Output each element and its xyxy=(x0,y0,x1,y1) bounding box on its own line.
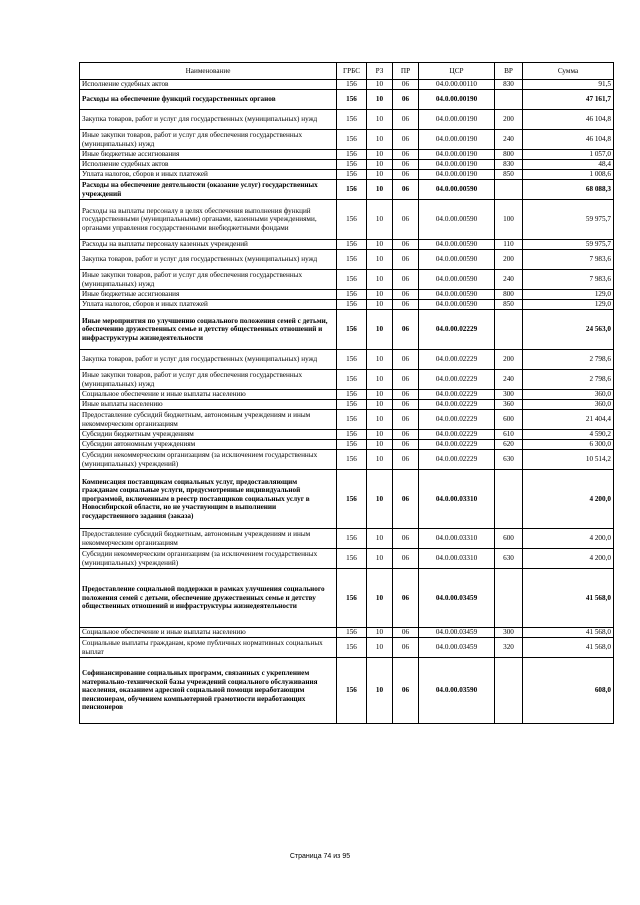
cell-pr: 06 xyxy=(393,200,419,240)
cell-rz: 10 xyxy=(367,440,393,450)
table-row xyxy=(80,390,614,400)
cell-name: Расходы на обеспечение деятельности (оказание услуг) государственных учреждений xyxy=(80,180,337,200)
cell-pr: 06 xyxy=(393,450,419,470)
cell-vr: 800 xyxy=(495,290,523,300)
cell-csr: 04.0.00.00110 xyxy=(419,80,495,90)
cell-grbs: 156 xyxy=(337,400,367,410)
cell-rz: 10 xyxy=(367,410,393,430)
cell-pr: 06 xyxy=(393,658,419,724)
cell-name: Софинансирование социальных программ, связанных с укреплением материально-технической базы учреждений социального обслуживания населения, оказанием адресной социальной помощи неработающим пенсионерам, обучением компьютерной грамотности неработающих пенсионеров xyxy=(80,658,337,724)
cell-name: Иные закупки товаров, работ и услуг для обеспечения государственных (муниципальных) нужд xyxy=(80,130,337,150)
cell-csr: 04.0.00.00590 xyxy=(419,300,495,310)
cell-pr: 06 xyxy=(393,130,419,150)
cell-csr: 04.0.00.02229 xyxy=(419,430,495,440)
table-body xyxy=(80,80,614,724)
table-row xyxy=(80,350,614,370)
cell-grbs: 156 xyxy=(337,529,367,549)
header-vr: ВР xyxy=(495,63,523,80)
cell-sum: 7 983,6 xyxy=(523,270,614,290)
table-row xyxy=(80,430,614,440)
header-row xyxy=(80,63,614,80)
cell-grbs: 156 xyxy=(337,410,367,430)
cell-grbs: 156 xyxy=(337,290,367,300)
cell-csr: 04.0.00.02229 xyxy=(419,450,495,470)
cell-grbs: 156 xyxy=(337,450,367,470)
cell-vr: 830 xyxy=(495,80,523,90)
cell-name: Субсидии некоммерческим организациям (за исключением государственных (муниципальных) учреждений) xyxy=(80,450,337,470)
cell-vr xyxy=(495,310,523,350)
cell-name: Иные бюджетные ассигнования xyxy=(80,150,337,160)
table-row xyxy=(80,160,614,170)
cell-sum: 4 200,0 xyxy=(523,549,614,569)
cell-grbs: 156 xyxy=(337,90,367,110)
table-row xyxy=(80,470,614,529)
table-row xyxy=(80,638,614,658)
cell-grbs: 156 xyxy=(337,300,367,310)
table-row xyxy=(80,180,614,200)
cell-sum: 1 008,6 xyxy=(523,170,614,180)
cell-vr: 600 xyxy=(495,529,523,549)
cell-grbs: 156 xyxy=(337,180,367,200)
cell-pr: 06 xyxy=(393,180,419,200)
cell-sum: 48,4 xyxy=(523,160,614,170)
cell-rz: 10 xyxy=(367,569,393,628)
table-row xyxy=(80,310,614,350)
cell-rz: 10 xyxy=(367,130,393,150)
cell-sum: 41 568,0 xyxy=(523,628,614,638)
cell-csr: 04.0.00.00190 xyxy=(419,130,495,150)
header-pr: ПР xyxy=(393,63,419,80)
cell-csr: 04.0.00.02229 xyxy=(419,310,495,350)
cell-vr: 630 xyxy=(495,450,523,470)
header-name: Наименование xyxy=(80,63,337,80)
cell-rz: 10 xyxy=(367,150,393,160)
cell-vr xyxy=(495,658,523,724)
cell-vr xyxy=(495,90,523,110)
cell-csr: 04.0.00.00590 xyxy=(419,200,495,240)
cell-name: Предоставление социальной поддержки в рамках улучшения социального положения семей с детьми, обеспечение дружественных семье и детству общественных отношений и инфраструктуры жизнедеятельности xyxy=(80,569,337,628)
cell-csr: 04.0.00.03459 xyxy=(419,569,495,628)
cell-rz: 10 xyxy=(367,300,393,310)
cell-name: Социальное обеспечение и иные выплаты населению xyxy=(80,628,337,638)
table-row xyxy=(80,300,614,310)
cell-csr: 04.0.00.00190 xyxy=(419,110,495,130)
cell-rz: 10 xyxy=(367,90,393,110)
cell-sum: 41 568,0 xyxy=(523,638,614,658)
cell-sum: 46 104,8 xyxy=(523,110,614,130)
cell-csr: 04.0.00.03310 xyxy=(419,470,495,529)
cell-pr: 06 xyxy=(393,628,419,638)
table-row xyxy=(80,200,614,240)
cell-rz: 10 xyxy=(367,200,393,240)
cell-csr: 04.0.00.00190 xyxy=(419,150,495,160)
table-row xyxy=(80,250,614,270)
cell-vr: 800 xyxy=(495,150,523,160)
cell-name: Расходы на выплаты персоналу казенных учреждений xyxy=(80,240,337,250)
cell-csr: 04.0.00.02229 xyxy=(419,350,495,370)
cell-pr: 06 xyxy=(393,80,419,90)
cell-sum: 4 590,2 xyxy=(523,430,614,440)
cell-pr: 06 xyxy=(393,170,419,180)
cell-csr: 04.0.00.03310 xyxy=(419,549,495,569)
cell-pr: 06 xyxy=(393,549,419,569)
table-row xyxy=(80,370,614,390)
cell-pr: 06 xyxy=(393,160,419,170)
cell-grbs: 156 xyxy=(337,110,367,130)
cell-sum: 47 161,7 xyxy=(523,90,614,110)
cell-grbs: 156 xyxy=(337,270,367,290)
cell-vr xyxy=(495,569,523,628)
cell-rz: 10 xyxy=(367,270,393,290)
cell-name: Предоставление субсидий бюджетным, автономным учреждениям и иным некоммерческим организациям xyxy=(80,410,337,430)
cell-pr: 06 xyxy=(393,250,419,270)
table-row xyxy=(80,400,614,410)
cell-grbs: 156 xyxy=(337,628,367,638)
cell-grbs: 156 xyxy=(337,350,367,370)
cell-csr: 04.0.00.02229 xyxy=(419,390,495,400)
cell-name: Социальные выплаты гражданам, кроме публичных нормативных социальных выплат xyxy=(80,638,337,658)
cell-csr: 04.0.00.00590 xyxy=(419,180,495,200)
cell-vr: 200 xyxy=(495,110,523,130)
cell-rz: 10 xyxy=(367,170,393,180)
cell-sum: 91,5 xyxy=(523,80,614,90)
table-row xyxy=(80,90,614,110)
cell-name: Закупка товаров, работ и услуг для государственных (муниципальных) нужд xyxy=(80,250,337,270)
cell-vr: 830 xyxy=(495,160,523,170)
cell-name: Иные выплаты населению xyxy=(80,400,337,410)
cell-name: Иные мероприятия по улучшению социального положения семей с детьми, обеспечению дружественных семье и детству общественных отношений и инфраструктуры жизнедеятельности xyxy=(80,310,337,350)
cell-vr: 240 xyxy=(495,130,523,150)
cell-vr: 200 xyxy=(495,250,523,270)
cell-vr: 300 xyxy=(495,390,523,400)
cell-name: Иные бюджетные ассигнования xyxy=(80,290,337,300)
cell-pr: 06 xyxy=(393,90,419,110)
cell-sum: 129,0 xyxy=(523,300,614,310)
cell-sum: 2 798,6 xyxy=(523,370,614,390)
cell-csr: 04.0.00.02229 xyxy=(419,400,495,410)
cell-name: Закупка товаров, работ и услуг для государственных (муниципальных) нужд xyxy=(80,350,337,370)
cell-name: Расходы на выплаты персоналу в целях обеспечения выполнения функций государственными (муниципальными) органами, казенными учреждениями, органами управления государственными внебюджетными фондами xyxy=(80,200,337,240)
table-row xyxy=(80,270,614,290)
cell-sum: 24 563,0 xyxy=(523,310,614,350)
cell-pr: 06 xyxy=(393,529,419,549)
cell-rz: 10 xyxy=(367,628,393,638)
cell-vr: 240 xyxy=(495,270,523,290)
cell-pr: 06 xyxy=(393,290,419,300)
cell-sum: 6 300,0 xyxy=(523,440,614,450)
table-row xyxy=(80,240,614,250)
cell-csr: 04.0.00.03590 xyxy=(419,658,495,724)
table-row xyxy=(80,569,614,628)
cell-grbs: 156 xyxy=(337,569,367,628)
cell-pr: 06 xyxy=(393,470,419,529)
cell-csr: 04.0.00.00190 xyxy=(419,160,495,170)
cell-rz: 10 xyxy=(367,160,393,170)
page-number: Страница 74 из 95 xyxy=(289,853,351,860)
cell-grbs: 156 xyxy=(337,160,367,170)
cell-sum: 41 568,0 xyxy=(523,569,614,628)
cell-name: Закупка товаров, работ и услуг для государственных (муниципальных) нужд xyxy=(80,110,337,130)
cell-rz: 10 xyxy=(367,400,393,410)
cell-name: Уплата налогов, сборов и иных платежей xyxy=(80,300,337,310)
cell-name: Компенсация поставщикам социальных услуг, предоставляющим гражданам социальные услуги, предусмотренные индивидуальной программой, включенным в реестр поставщиков социальных услуг в Новосибирской области, но не участвующим в выполнении государственного задания (заказа) xyxy=(80,470,337,529)
cell-name: Субсидии некоммерческим организациям (за исключением государственных (муниципальных) учреждений) xyxy=(80,549,337,569)
cell-grbs: 156 xyxy=(337,130,367,150)
cell-rz: 10 xyxy=(367,529,393,549)
cell-sum: 21 404,4 xyxy=(523,410,614,430)
cell-sum: 59 975,7 xyxy=(523,240,614,250)
cell-grbs: 156 xyxy=(337,150,367,160)
cell-csr: 04.0.00.00590 xyxy=(419,250,495,270)
cell-vr: 100 xyxy=(495,200,523,240)
cell-sum: 360,0 xyxy=(523,390,614,400)
cell-rz: 10 xyxy=(367,350,393,370)
cell-vr xyxy=(495,470,523,529)
cell-pr: 06 xyxy=(393,370,419,390)
cell-grbs: 156 xyxy=(337,638,367,658)
cell-pr: 06 xyxy=(393,390,419,400)
cell-pr: 06 xyxy=(393,430,419,440)
cell-rz: 10 xyxy=(367,310,393,350)
cell-sum: 46 104,8 xyxy=(523,130,614,150)
cell-vr: 240 xyxy=(495,370,523,390)
cell-name: Субсидии бюджетным учреждениям xyxy=(80,430,337,440)
cell-vr xyxy=(495,180,523,200)
cell-grbs: 156 xyxy=(337,250,367,270)
cell-grbs: 156 xyxy=(337,658,367,724)
cell-pr: 06 xyxy=(393,310,419,350)
cell-csr: 04.0.00.00590 xyxy=(419,240,495,250)
cell-sum: 59 975,7 xyxy=(523,200,614,240)
cell-pr: 06 xyxy=(393,150,419,160)
cell-csr: 04.0.00.00190 xyxy=(419,170,495,180)
cell-pr: 06 xyxy=(393,240,419,250)
header-rz: РЗ xyxy=(367,63,393,80)
cell-rz: 10 xyxy=(367,549,393,569)
cell-rz: 10 xyxy=(367,240,393,250)
table-row xyxy=(80,410,614,430)
cell-sum: 68 088,3 xyxy=(523,180,614,200)
cell-pr: 06 xyxy=(393,440,419,450)
cell-grbs: 156 xyxy=(337,440,367,450)
cell-vr: 610 xyxy=(495,430,523,440)
cell-grbs: 156 xyxy=(337,470,367,529)
cell-grbs: 156 xyxy=(337,240,367,250)
budget-table xyxy=(79,62,614,724)
cell-rz: 10 xyxy=(367,450,393,470)
cell-csr: 04.0.00.02229 xyxy=(419,410,495,430)
cell-rz: 10 xyxy=(367,390,393,400)
cell-sum: 10 514,2 xyxy=(523,450,614,470)
cell-sum: 7 983,6 xyxy=(523,250,614,270)
cell-csr: 04.0.00.02229 xyxy=(419,370,495,390)
cell-sum: 1 057,0 xyxy=(523,150,614,160)
cell-name: Уплата налогов, сборов и иных платежей xyxy=(80,170,337,180)
cell-pr: 06 xyxy=(393,110,419,130)
table-row xyxy=(80,658,614,724)
cell-rz: 10 xyxy=(367,80,393,90)
table-row xyxy=(80,130,614,150)
cell-name: Иные закупки товаров, работ и услуг для обеспечения государственных (муниципальных) нужд xyxy=(80,370,337,390)
cell-vr: 200 xyxy=(495,350,523,370)
cell-sum: 360,0 xyxy=(523,400,614,410)
cell-sum: 129,0 xyxy=(523,290,614,300)
cell-csr: 04.0.00.00590 xyxy=(419,270,495,290)
header-grbs: ГРБС xyxy=(337,63,367,80)
cell-csr: 04.0.00.03459 xyxy=(419,638,495,658)
cell-grbs: 156 xyxy=(337,430,367,440)
cell-rz: 10 xyxy=(367,180,393,200)
table-row xyxy=(80,529,614,549)
table-row xyxy=(80,549,614,569)
cell-sum: 4 200,0 xyxy=(523,529,614,549)
cell-rz: 10 xyxy=(367,110,393,130)
cell-name: Расходы на обеспечение функций государственных органов xyxy=(80,90,337,110)
cell-name: Исполнение судебных актов xyxy=(80,160,337,170)
cell-pr: 06 xyxy=(393,400,419,410)
cell-name: Предоставление субсидий бюджетным, автономным учреждениям и иным некоммерческим организациям xyxy=(80,529,337,549)
cell-name: Исполнение судебных актов xyxy=(80,80,337,90)
cell-vr: 110 xyxy=(495,240,523,250)
cell-vr: 850 xyxy=(495,300,523,310)
table-row xyxy=(80,80,614,90)
cell-rz: 10 xyxy=(367,370,393,390)
cell-grbs: 156 xyxy=(337,370,367,390)
cell-name: Социальное обеспечение и иные выплаты населению xyxy=(80,390,337,400)
cell-grbs: 156 xyxy=(337,549,367,569)
table-row xyxy=(80,110,614,130)
cell-vr: 620 xyxy=(495,440,523,450)
cell-vr: 320 xyxy=(495,638,523,658)
cell-rz: 10 xyxy=(367,658,393,724)
header-csr: ЦСР xyxy=(419,63,495,80)
cell-vr: 600 xyxy=(495,410,523,430)
cell-vr: 850 xyxy=(495,170,523,180)
cell-rz: 10 xyxy=(367,290,393,300)
cell-name: Иные закупки товаров, работ и услуг для обеспечения государственных (муниципальных) нужд xyxy=(80,270,337,290)
cell-pr: 06 xyxy=(393,410,419,430)
cell-csr: 04.0.00.00190 xyxy=(419,90,495,110)
cell-rz: 10 xyxy=(367,430,393,440)
cell-pr: 06 xyxy=(393,350,419,370)
cell-csr: 04.0.00.03459 xyxy=(419,628,495,638)
cell-grbs: 156 xyxy=(337,310,367,350)
cell-vr: 630 xyxy=(495,549,523,569)
header-sum: Сумма xyxy=(523,63,614,80)
cell-name: Субсидии автономным учреждениям xyxy=(80,440,337,450)
cell-pr: 06 xyxy=(393,569,419,628)
cell-grbs: 156 xyxy=(337,170,367,180)
cell-rz: 10 xyxy=(367,470,393,529)
table-row xyxy=(80,628,614,638)
table-row xyxy=(80,440,614,450)
cell-pr: 06 xyxy=(393,638,419,658)
table-row xyxy=(80,450,614,470)
cell-csr: 04.0.00.03310 xyxy=(419,529,495,549)
cell-rz: 10 xyxy=(367,638,393,658)
cell-grbs: 156 xyxy=(337,200,367,240)
cell-sum: 2 798,6 xyxy=(523,350,614,370)
cell-pr: 06 xyxy=(393,300,419,310)
cell-rz: 10 xyxy=(367,250,393,270)
cell-grbs: 156 xyxy=(337,390,367,400)
cell-sum: 4 200,0 xyxy=(523,470,614,529)
cell-grbs: 156 xyxy=(337,80,367,90)
table-row xyxy=(80,290,614,300)
table-header xyxy=(80,63,614,80)
cell-pr: 06 xyxy=(393,270,419,290)
cell-vr: 300 xyxy=(495,628,523,638)
cell-csr: 04.0.00.02229 xyxy=(419,440,495,450)
cell-csr: 04.0.00.00590 xyxy=(419,290,495,300)
table-row xyxy=(80,150,614,160)
table-row xyxy=(80,170,614,180)
cell-sum: 608,0 xyxy=(523,658,614,724)
cell-vr: 360 xyxy=(495,400,523,410)
